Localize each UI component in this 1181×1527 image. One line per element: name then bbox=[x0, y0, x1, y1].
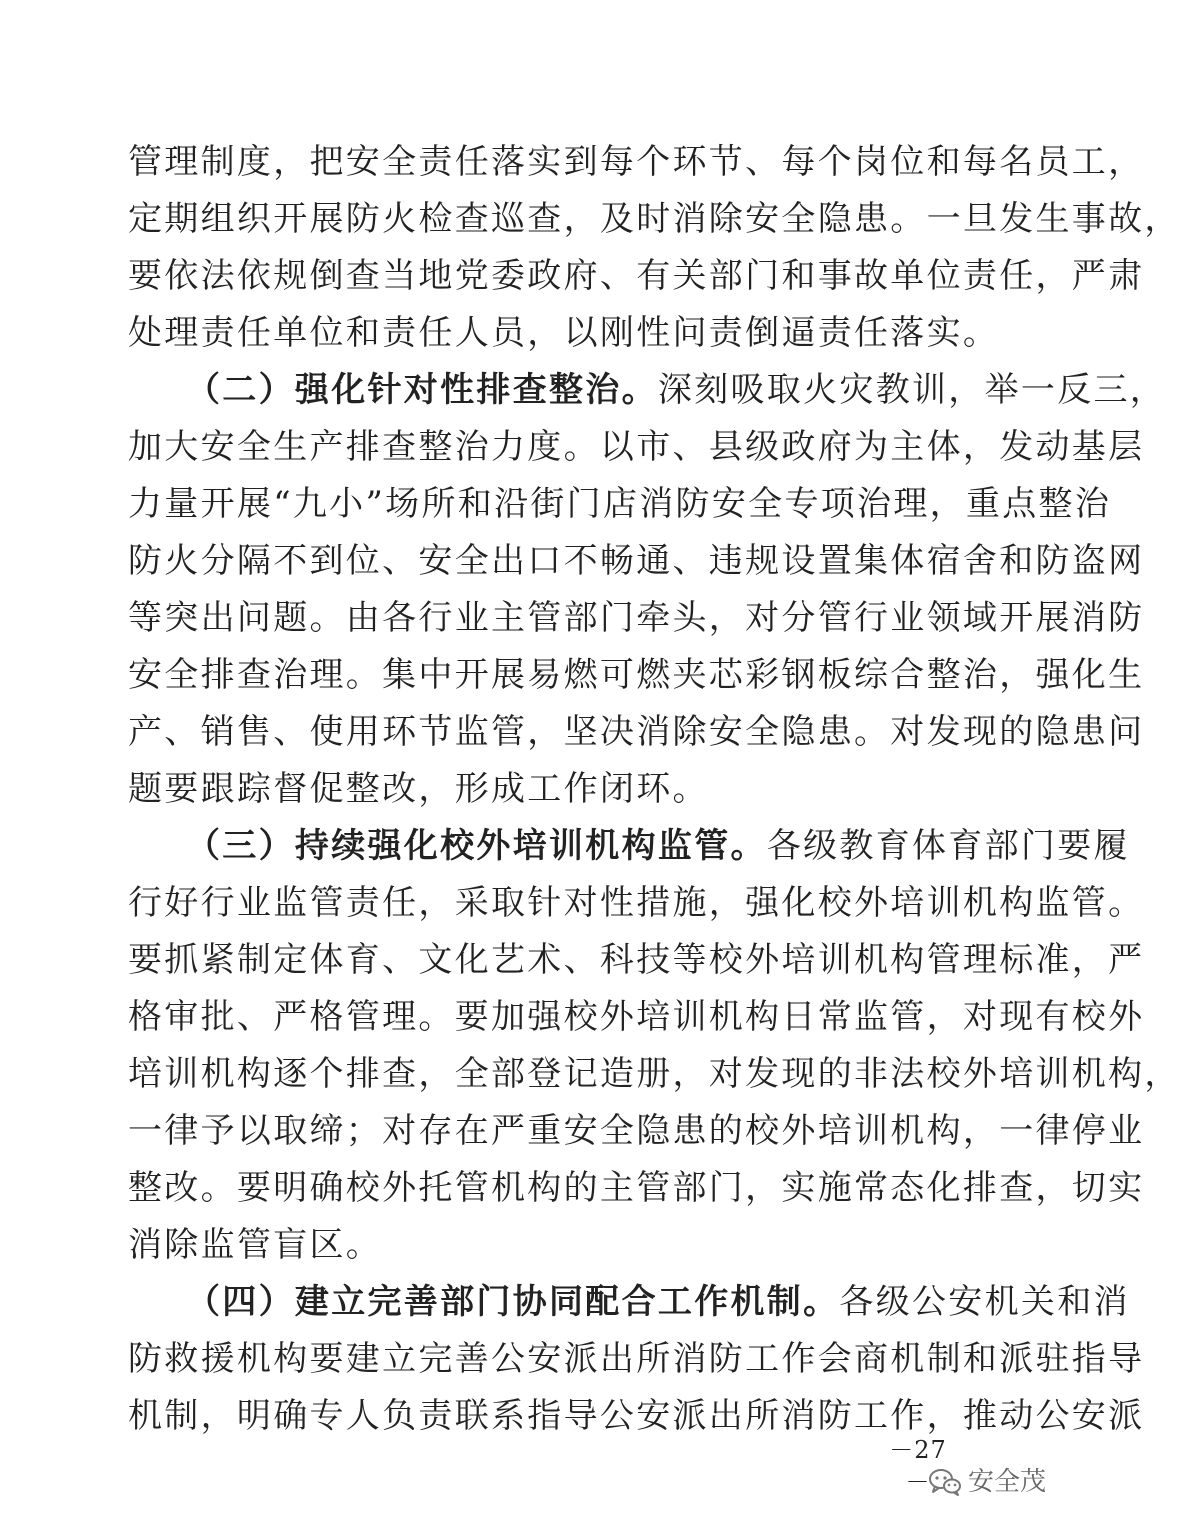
body-text-line: 加大安全生产排查整治力度。以市、县级政府为主体，发动基层 bbox=[128, 427, 1145, 467]
section-three-line bbox=[186, 826, 1130, 866]
section-two-heading: （二）强化针对性排查整治。 bbox=[186, 370, 658, 410]
body-text-line: 题要跟踪督促整改，形成工作闭环。 bbox=[128, 769, 709, 809]
body-text-line: 定期组织开展防火检查巡查，及时消除安全隐患。一旦发生事故， bbox=[128, 199, 1181, 239]
section-four-heading: （四）建立完善部门协同配合工作机制。 bbox=[186, 1282, 840, 1322]
wechat-icon bbox=[928, 1467, 962, 1497]
body-text-line: 安全排查治理。集中开展易燃可燃夹芯彩钢板综合整治，强化生 bbox=[128, 655, 1145, 695]
watermark bbox=[928, 1458, 1060, 1506]
section-four-line bbox=[186, 1282, 1130, 1322]
body-text-line: 行好行业监管责任，采取针对性措施，强化校外培训机构监管。 bbox=[128, 883, 1145, 923]
body-text-line: 管理制度，把安全责任落实到每个环节、每个岗位和每名员工， bbox=[128, 142, 1145, 182]
body-text-line: 处理责任单位和责任人员，以刚性问责倒逼责任落实。 bbox=[128, 313, 1000, 353]
body-text-line: 机制，明确专人负责联系指导公安派出所消防工作，推动公安派 bbox=[128, 1396, 1145, 1436]
body-text-line: 各级公安机关和消 bbox=[839, 1282, 1130, 1322]
body-text-line: 防火分隔不到位、安全出口不畅通、违规设置集体宿舍和防盗网 bbox=[128, 541, 1145, 581]
body-text-line: 要依法依规倒查当地党委政府、有关部门和事故单位责任，严肃 bbox=[128, 256, 1145, 296]
page-number: －27－ bbox=[889, 1436, 947, 1496]
body-text-line: 深刻吸取火灾教训，举一反三， bbox=[657, 370, 1167, 410]
body-text-line: 力量开展“九小”场所和沿街门店消防安全专项治理，重点整治 bbox=[128, 484, 1112, 524]
body-text-line: 防救援机构要建立完善公安派出所消防工作会商机制和派驻指导 bbox=[128, 1339, 1145, 1379]
section-two-line bbox=[186, 370, 1167, 410]
watermark-text: 安全茂 bbox=[968, 1467, 1047, 1497]
body-text-line: 产、销售、使用环节监管，坚决消除安全隐患。对发现的隐患问 bbox=[128, 712, 1145, 752]
section-three-heading: （三）持续强化校外培训机构监管。 bbox=[186, 826, 767, 866]
body-text-line: 格审批、严格管理。要加强校外培训机构日常监管，对现有校外 bbox=[128, 997, 1145, 1037]
body-text-line: 整改。要明确校外托管机构的主管部门，实施常态化排查，切实 bbox=[128, 1168, 1145, 1208]
body-text-line: 等突出问题。由各行业主管部门牵头，对分管行业领域开展消防 bbox=[128, 598, 1145, 638]
body-text-line: 一律予以取缔；对存在严重安全隐患的校外培训机构，一律停业 bbox=[128, 1111, 1145, 1151]
body-text-line: 各级教育体育部门要履 bbox=[766, 826, 1130, 866]
body-text-line: 消除监管盲区。 bbox=[128, 1225, 383, 1265]
body-text-line: 培训机构逐个排查，全部登记造册，对发现的非法校外培训机构， bbox=[128, 1054, 1181, 1094]
body-text-line: 要抓紧制定体育、文化艺术、科技等校外培训机构管理标准，严 bbox=[128, 940, 1145, 980]
